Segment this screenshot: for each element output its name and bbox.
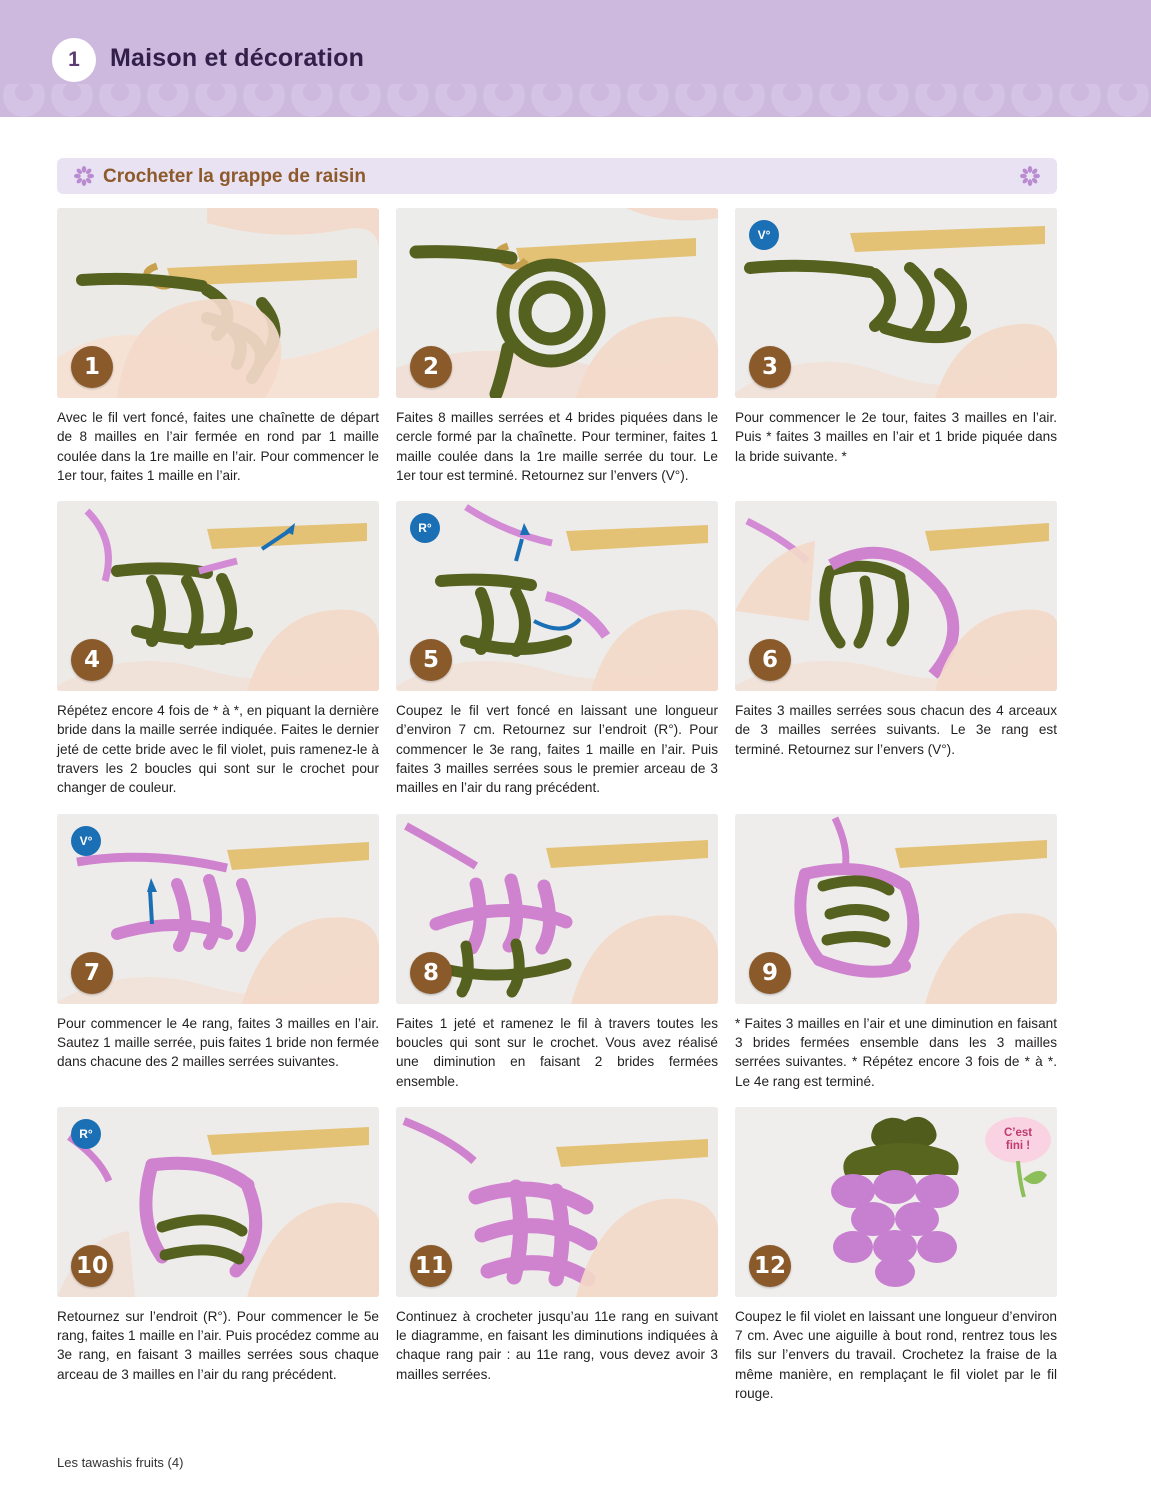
side-indicator-badge: R°: [410, 513, 440, 543]
step-caption: * Faites 3 mailles en l’air et une diminution en faisant 3 brides fermées ensemble dans les 3 mailles serrées suivantes. * Répétez encore 3 fois de * à *. Le 4e rang est terminé.: [735, 1015, 1057, 1089]
step-caption: Faites 8 mailles serrées et 4 brides piquées dans le cercle formé par la chaînette. Pour terminer, faites 1 maille coulée dans la 1re maille serrée du tour. Le 1er tour est terminé. Retournez sur l’envers (V°).: [396, 410, 718, 483]
step-photo: [735, 208, 1057, 398]
step-card: [735, 1107, 1057, 1403]
step-card: [735, 814, 1057, 1091]
step-number: 3: [749, 346, 791, 388]
step-card: [57, 208, 379, 485]
steps-grid: [57, 208, 1057, 1403]
page-header: [0, 0, 1151, 130]
step-number: 11: [410, 1245, 452, 1287]
step-photo: [396, 501, 718, 691]
step-card: [57, 814, 379, 1091]
lace-border-decoration: [0, 84, 1151, 130]
step-caption: Pour commencer le 4e rang, faites 3 mailles en l’air. Sautez 1 maille serrée, puis faites 1 bride non fermée dans chacune des 2 mailles serrées suivantes.: [57, 1015, 379, 1070]
step-number: 12: [749, 1245, 791, 1287]
step-number: 6: [749, 639, 791, 681]
flower-icon: [1020, 166, 1040, 186]
section-header-bar: [57, 158, 1057, 194]
step-photo: [57, 1107, 379, 1297]
steps-row: [57, 208, 1057, 485]
step-caption: Coupez le fil violet en laissant une longueur d’environ 7 cm. Avec une aiguille à bout rond, rentrez tous les fils sur l’envers du travail. Crochetez la fraise de la même manière, en remplaçant le fil violet par le fil rouge.: [735, 1308, 1057, 1402]
section-title: Crocheter la grappe de raisin: [103, 166, 366, 187]
step-number: 10: [71, 1245, 113, 1287]
done-sticker: [985, 1117, 1051, 1201]
step-card: [57, 501, 379, 797]
done-sticker-line1: C’est: [1003, 1126, 1033, 1139]
step-card: [57, 1107, 379, 1403]
step-number: 8: [410, 952, 452, 994]
step-photo: [735, 501, 1057, 691]
step-card: [396, 814, 718, 1091]
chapter-number-badge: [52, 38, 96, 82]
step-caption: Coupez le fil vert foncé en laissant une longueur d’environ 7 cm. Retournez sur l’endroit (R°). Pour commencer le 3e rang, faites 1 maille en l’air. Puis faites 3 mailles serrées sous le premier arceau de 3 mailles en l’air du rang précédent.: [396, 703, 718, 796]
step-photo: [396, 1107, 718, 1297]
step-photo: [735, 814, 1057, 1004]
steps-row: [57, 1107, 1057, 1403]
step-card: [396, 1107, 718, 1403]
step-card: [735, 208, 1057, 485]
page-footer: Les tawashis fruits (4): [57, 1455, 184, 1470]
step-photo: [57, 501, 379, 691]
step-number: 7: [71, 952, 113, 994]
side-indicator-badge: V°: [71, 826, 101, 856]
step-photo: [57, 814, 379, 1004]
step-card: [396, 501, 718, 797]
step-photo: [396, 814, 718, 1004]
step-caption: Avec le fil vert foncé, faites une chaînette de départ de 8 mailles en l’air fermée en rond par 1 maille coulée dans la 1re maille en l’air. Pour commencer le 1er tour, faites 1 maille en l’air.: [57, 410, 379, 483]
step-caption: Faites 1 jeté et ramenez le fil à travers toutes les boucles qui sont sur le crochet. Vous avez réalisé une diminution en faisant 2 brides fermées ensemble.: [396, 1015, 718, 1089]
step-number: 4: [71, 639, 113, 681]
step-number: 9: [749, 952, 791, 994]
step-photo: [57, 208, 379, 398]
step-number: 5: [410, 639, 452, 681]
step-photo: [735, 1107, 1057, 1297]
step-caption: Pour commencer le 2e tour, faites 3 mailles en l’air. Puis * faites 3 mailles en l’air et 1 bride piquée dans la bride suivante. *: [735, 410, 1057, 464]
step-card: [396, 208, 718, 485]
step-photo: [396, 208, 718, 398]
step-number: 2: [410, 346, 452, 388]
done-sticker-line2: fini !: [1005, 1139, 1031, 1152]
side-indicator-badge: V°: [749, 220, 779, 250]
step-caption: Retournez sur l’endroit (R°). Pour commencer le 5e rang, faites 1 maille en l’air. Puis procédez comme au 3e rang, en faisant 3 mailles serrées sous chaque arceau de 3 mailles en l’air du rang précédent.: [57, 1308, 379, 1382]
step-caption: Répétez encore 4 fois de * à *, en piquant la dernière bride dans la maille serrée indiquée. Faites le dernier jeté de cette bride avec le fil violet, puis ramenez-le à travers les 2 boucles qui sont sur le crochet pour changer de couleur.: [57, 703, 379, 796]
steps-row: [57, 501, 1057, 797]
steps-row: [57, 814, 1057, 1091]
step-caption: Faites 3 mailles serrées sous chacun des 4 arceaux de 3 mailles serrées suivants. Le 3e rang est terminé. Retournez sur l’envers (V°).: [735, 703, 1057, 757]
step-card: [735, 501, 1057, 797]
flower-icon: [74, 166, 94, 186]
side-indicator-badge: R°: [71, 1119, 101, 1149]
page-title: Maison et décoration: [110, 44, 365, 72]
chapter-number: 1: [68, 48, 80, 71]
step-number: 1: [71, 346, 113, 388]
step-caption: Continuez à crocheter jusqu’au 11e rang en suivant le diagramme, en faisant les diminutions indiquées à chaque rang pair : au 11e rang, vous devez avoir 3 mailles serrées.: [396, 1308, 718, 1382]
